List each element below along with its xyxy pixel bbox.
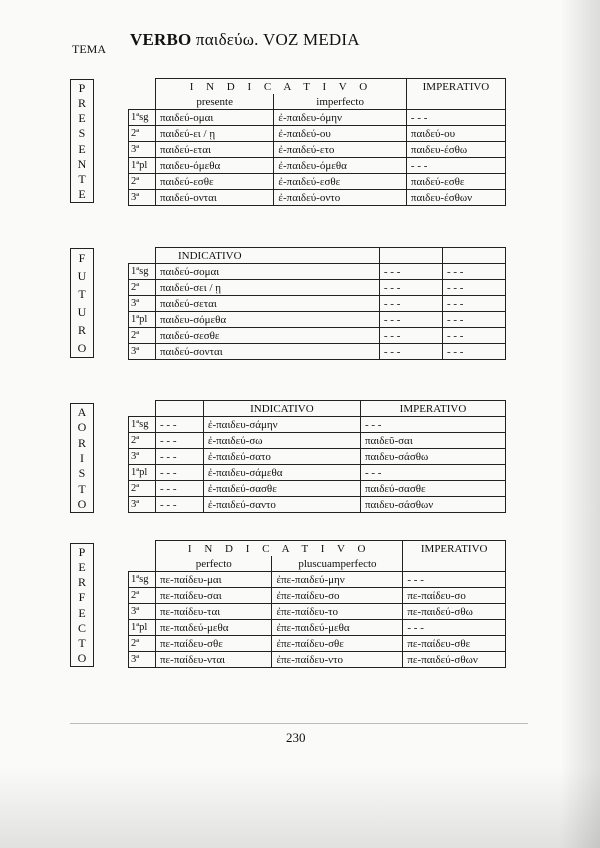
aoristo-form-cell-1: - - - [156,417,204,433]
perfecto-label-letter: P [78,544,86,559]
aoristo-label-letter: I [80,450,84,465]
perfecto-form-cell-1: πε-παίδευ-νται [156,652,272,668]
perfecto-sub-pluscuamperfecto: pluscuamperfecto [272,556,403,572]
presente-row [129,174,506,190]
aoristo-form-cell-1: - - - [156,449,204,465]
title-verbo: VERBO [130,30,192,49]
presente-form-cell-1: παιδεύ-εται [156,142,274,158]
presente-row [129,158,506,174]
perfecto-form-cell-3: - - - [403,572,506,588]
futuro-row [129,312,506,328]
presente-label-letter: N [77,156,87,171]
perfecto-row [129,652,506,668]
perfecto-person-cell: 1ªsg [129,572,156,588]
perfecto-indicativo-header: I N D I C A T I V O [156,541,403,557]
perfecto-person-cell: 1ªpl [129,620,156,636]
presente-label-letter: R [77,95,86,110]
presente-vertical-label [70,79,94,203]
perfecto-person-cell: 2ª [129,636,156,652]
presente-row [129,110,506,126]
scan-shadow-right [560,0,600,848]
aoristo-vertical-label [70,403,94,513]
presente-row [129,126,506,142]
presente-indicativo-header: I N D I C A T I V O [156,79,407,95]
presente-form-cell-1: παιδεύ-ονται [156,190,274,206]
aoristo-row [129,465,506,481]
futuro-form-cell-2: - - - [379,312,442,328]
presente-header-blank [129,79,156,95]
aoristo-person-cell: 1ªpl [129,465,156,481]
presente-sub-presente: presente [156,94,274,110]
presente-imperativo-header: IMPERATIVO [406,79,505,95]
page-number: 230 [286,730,306,745]
aoristo-table [128,400,506,513]
futuro-form-cell-3: - - - [442,296,505,312]
presente-header-row [129,79,506,95]
futuro-form-cell-3: - - - [442,264,505,280]
perfecto-row [129,620,506,636]
futuro-row [129,296,506,312]
futuro-form-cell-1: παιδεύ-σει / ῃ [156,280,380,296]
perfecto-label-letter: C [77,620,86,635]
presente-form-cell-2: ἐ-παιδεύ-εσθε [274,174,407,190]
perfecto-label-letter: T [78,636,86,651]
futuro-rows [129,264,506,360]
aoristo-form-cell-2: ἐ-παιδεύ-σω [203,433,360,449]
presente-label-letter: E [78,187,86,202]
perfecto-form-cell-2: ἐπε-παίδευ-σθε [272,636,403,652]
aoristo-form-cell-1: - - - [156,481,204,497]
aoristo-form-cell-3: παιδευ-σάσθω [360,449,505,465]
futuro-row [129,280,506,296]
perfecto-label-letter: F [78,590,86,605]
perfecto-form-cell-1: πε-παίδευ-σθε [156,636,272,652]
aoristo-person-cell: 2ª [129,481,156,497]
perfecto-form-cell-1: πε-παίδευ-μαι [156,572,272,588]
futuro-indicativo-header: INDICATIVO [156,248,380,264]
title-rest: παιδεύω. VOZ MEDIA [191,30,360,49]
aoristo-form-cell-3: παιδεύ-σασθε [360,481,505,497]
aoristo-form-cell-2: ἐ-παιδεύ-σατο [203,449,360,465]
presente-person-cell: 1ªsg [129,110,156,126]
futuro-header-row [129,248,506,264]
aoristo-person-cell: 2ª [129,433,156,449]
presente-form-cell-3: - - - [406,110,505,126]
presente-subheader-row [129,94,506,110]
presente-sub-imperfecto: imperfecto [274,94,407,110]
futuro-person-cell: 3ª [129,344,156,360]
futuro-row [129,344,506,360]
aoristo-label-letter: T [78,481,86,496]
aoristo-row [129,481,506,497]
aoristo-form-cell-1: - - - [156,465,204,481]
perfecto-form-cell-3: πε-παίδευ-σο [403,588,506,604]
presente-form-cell-2: ἐ-παιδευ-όμην [274,110,407,126]
perfecto-subheader-row [129,556,506,572]
presente-person-cell: 2ª [129,126,156,142]
perfecto-sub-perfecto: perfecto [156,556,272,572]
perfecto-row [129,604,506,620]
futuro-form-cell-2: - - - [379,328,442,344]
presente-person-cell: 2ª [129,174,156,190]
futuro-form-cell-3: - - - [442,344,505,360]
footer-rule [70,723,528,724]
futuro-form-cell-2: - - - [379,296,442,312]
scan-shadow-bottom [0,768,600,848]
aoristo-row [129,433,506,449]
futuro-person-cell: 1ªpl [129,312,156,328]
futuro-form-cell-1: παιδεύ-σεσθε [156,328,380,344]
futuro-form-cell-1: παιδεύ-σομαι [156,264,380,280]
presente-form-cell-3: παιδευ-έσθων [406,190,505,206]
aoristo-form-cell-2: ἐ-παιδεύ-σαντο [203,497,360,513]
futuro-form-cell-2: - - - [379,344,442,360]
presente-table [128,78,506,206]
aoristo-person-cell: 3ª [129,497,156,513]
aoristo-form-cell-3: - - - [360,465,505,481]
perfecto-label-letter: O [77,651,87,666]
perfecto-form-cell-3: - - - [403,620,506,636]
aoristo-form-cell-3: παιδεῦ-σαι [360,433,505,449]
presente-form-cell-2: ἐ-παιδεύ-ετο [274,142,407,158]
presente-rows [129,110,506,206]
aoristo-rows [129,417,506,513]
aoristo-form-cell-1: - - - [156,497,204,513]
futuro-form-cell-2: - - - [379,264,442,280]
futuro-person-cell: 2ª [129,328,156,344]
futuro-row [129,264,506,280]
aoristo-row [129,449,506,465]
perfecto-form-cell-1: πε-παίδευ-ται [156,604,272,620]
perfecto-form-cell-2: ἐπε-παίδευ-ντο [272,652,403,668]
futuro-table [128,247,506,360]
futuro-form-cell-1: παιδεύ-σονται [156,344,380,360]
futuro-vertical-label [70,248,94,358]
presente-form-cell-1: παιδεύ-ει / ῃ [156,126,274,142]
aoristo-label-letter: O [77,420,87,435]
perfecto-form-cell-2: ἐπε-παίδευ-το [272,604,403,620]
futuro-form-cell-3: - - - [442,312,505,328]
perfecto-person-cell: 2ª [129,588,156,604]
tema-label: TEMA [72,42,106,56]
perfecto-form-cell-3: πε-παιδεύ-σθω [403,604,506,620]
futuro-form-cell-3: - - - [442,280,505,296]
presente-form-cell-1: παιδεύ-ομαι [156,110,274,126]
aoristo-form-cell-1: - - - [156,433,204,449]
page-title [130,30,360,50]
futuro-label-letter: F [78,251,86,265]
presente-form-cell-1: παιδευ-όμεθα [156,158,274,174]
presente-row [129,142,506,158]
perfecto-form-cell-1: πε-παίδευ-σαι [156,588,272,604]
aoristo-form-cell-3: - - - [360,417,505,433]
presente-label-letter: P [78,80,86,95]
aoristo-label-letter: O [77,497,87,512]
perfecto-form-cell-2: ἐπε-παιδεύ-μεθα [272,620,403,636]
perfecto-header-row [129,541,506,557]
aoristo-indicativo-header: INDICATIVO [203,401,360,417]
aoristo-person-cell: 1ªsg [129,417,156,433]
perfecto-imperativo-header: IMPERATIVO [403,541,506,557]
futuro-person-cell: 1ªsg [129,264,156,280]
perfecto-form-cell-2: ἐπε-παίδευ-σο [272,588,403,604]
aoristo-label-letter: A [77,404,87,419]
futuro-form-cell-1: παιδευ-σόμεθα [156,312,380,328]
futuro-label-letter: O [77,341,87,355]
aoristo-person-cell: 3ª [129,449,156,465]
perfecto-row [129,588,506,604]
futuro-label-letter: U [77,269,87,283]
presente-label-letter: T [78,172,86,187]
perfecto-label-letter: E [78,605,86,620]
perfecto-table [128,540,506,668]
aoristo-row [129,417,506,433]
perfecto-vertical-label [70,543,94,667]
futuro-label-letter: U [77,305,87,319]
presente-form-cell-2: ἐ-παιδεύ-ου [274,126,407,142]
perfecto-label-letter: R [77,575,86,590]
perfecto-form-cell-2: ἐπε-παιδεύ-μην [272,572,403,588]
presente-form-cell-2: ἐ-παιδεύ-οντο [274,190,407,206]
aoristo-row [129,497,506,513]
perfecto-rows [129,572,506,668]
futuro-label-letter: T [78,287,86,301]
aoristo-form-cell-2: ἐ-παιδευ-σάμην [203,417,360,433]
futuro-label-letter: R [77,323,86,337]
perfecto-row [129,636,506,652]
perfecto-person-cell: 3ª [129,652,156,668]
presente-form-cell-2: ἐ-παιδευ-όμεθα [274,158,407,174]
aoristo-form-cell-3: παιδευ-σάσθων [360,497,505,513]
aoristo-form-cell-2: ἐ-παιδεύ-σασθε [203,481,360,497]
aoristo-imperativo-header: IMPERATIVO [360,401,505,417]
perfecto-form-cell-3: πε-παίδευ-σθε [403,636,506,652]
aoristo-label-letter: R [77,435,86,450]
presente-form-cell-3: παιδευ-έσθω [406,142,505,158]
futuro-form-cell-2: - - - [379,280,442,296]
presente-person-cell: 1ªpl [129,158,156,174]
futuro-person-cell: 3ª [129,296,156,312]
perfecto-form-cell-1: πε-παιδεύ-μεθα [156,620,272,636]
aoristo-label-letter: S [78,466,86,481]
presente-person-cell: 3ª [129,142,156,158]
perfecto-row [129,572,506,588]
presente-row [129,190,506,206]
futuro-form-cell-1: παιδεύ-σεται [156,296,380,312]
futuro-person-cell: 2ª [129,280,156,296]
presente-label-letter: E [78,111,86,126]
futuro-form-cell-3: - - - [442,328,505,344]
perfecto-form-cell-3: πε-παιδεύ-σθων [403,652,506,668]
aoristo-form-cell-2: ἐ-παιδευ-σάμεθα [203,465,360,481]
futuro-row [129,328,506,344]
presente-form-cell-3: παιδεύ-ου [406,126,505,142]
aoristo-header-row [129,401,506,417]
presente-form-cell-1: παιδεύ-εσθε [156,174,274,190]
presente-form-cell-3: παιδεύ-εσθε [406,174,505,190]
presente-person-cell: 3ª [129,190,156,206]
perfecto-label-letter: E [78,559,86,574]
presente-label-letter: E [78,141,86,156]
perfecto-person-cell: 3ª [129,604,156,620]
presente-label-letter: S [78,126,86,141]
presente-form-cell-3: - - - [406,158,505,174]
